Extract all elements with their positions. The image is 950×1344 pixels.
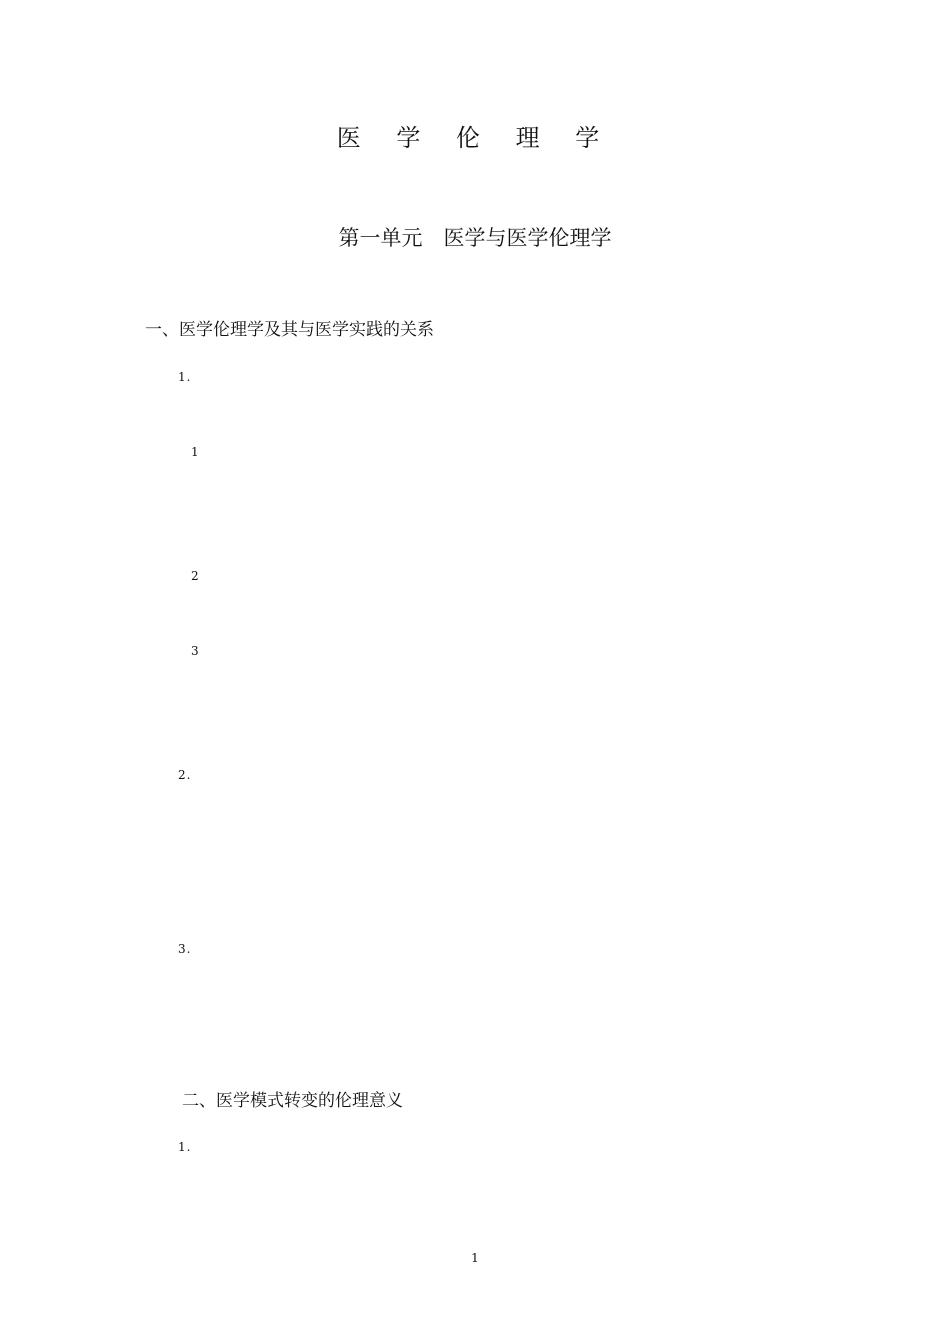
text-line [145, 716, 805, 736]
text-line [178, 964, 805, 984]
document-title: 医 学 伦 理 学 [336, 124, 614, 152]
text-line [178, 1162, 805, 1182]
text-line [145, 1187, 805, 1207]
text-line [145, 691, 805, 711]
text-line [145, 1014, 805, 1034]
text-line [178, 790, 805, 810]
unit-title: 第一单元 医学与医学伦理学 [338, 226, 612, 250]
text-line [145, 865, 805, 885]
section-heading-2: 二、医学模式转变的伦理意义 [182, 1091, 403, 1111]
text-line [145, 890, 805, 910]
text-line: 2. [178, 768, 361, 782]
text-line: 1 [178, 445, 564, 459]
section-heading-1: 一、医学伦理学及其与医学实践的关系 [145, 320, 434, 340]
text-line [145, 840, 805, 860]
text-line [145, 666, 805, 686]
text-line [145, 467, 805, 487]
text-line [178, 392, 805, 412]
text-line: 3 [178, 644, 564, 658]
text-line: 3. [178, 942, 296, 956]
text-line [145, 417, 805, 437]
text-line: 2 [178, 569, 564, 583]
page-number: 1 [471, 1251, 479, 1265]
text-line [145, 815, 805, 835]
text-line: 1. [178, 1140, 478, 1154]
text-line [145, 1039, 805, 1059]
text-line [145, 517, 805, 537]
text-line [145, 492, 805, 512]
text-line [145, 591, 805, 611]
text-line [145, 542, 805, 562]
text-line: 1. [178, 370, 192, 384]
text-line [145, 616, 805, 636]
text-line [145, 989, 805, 1009]
